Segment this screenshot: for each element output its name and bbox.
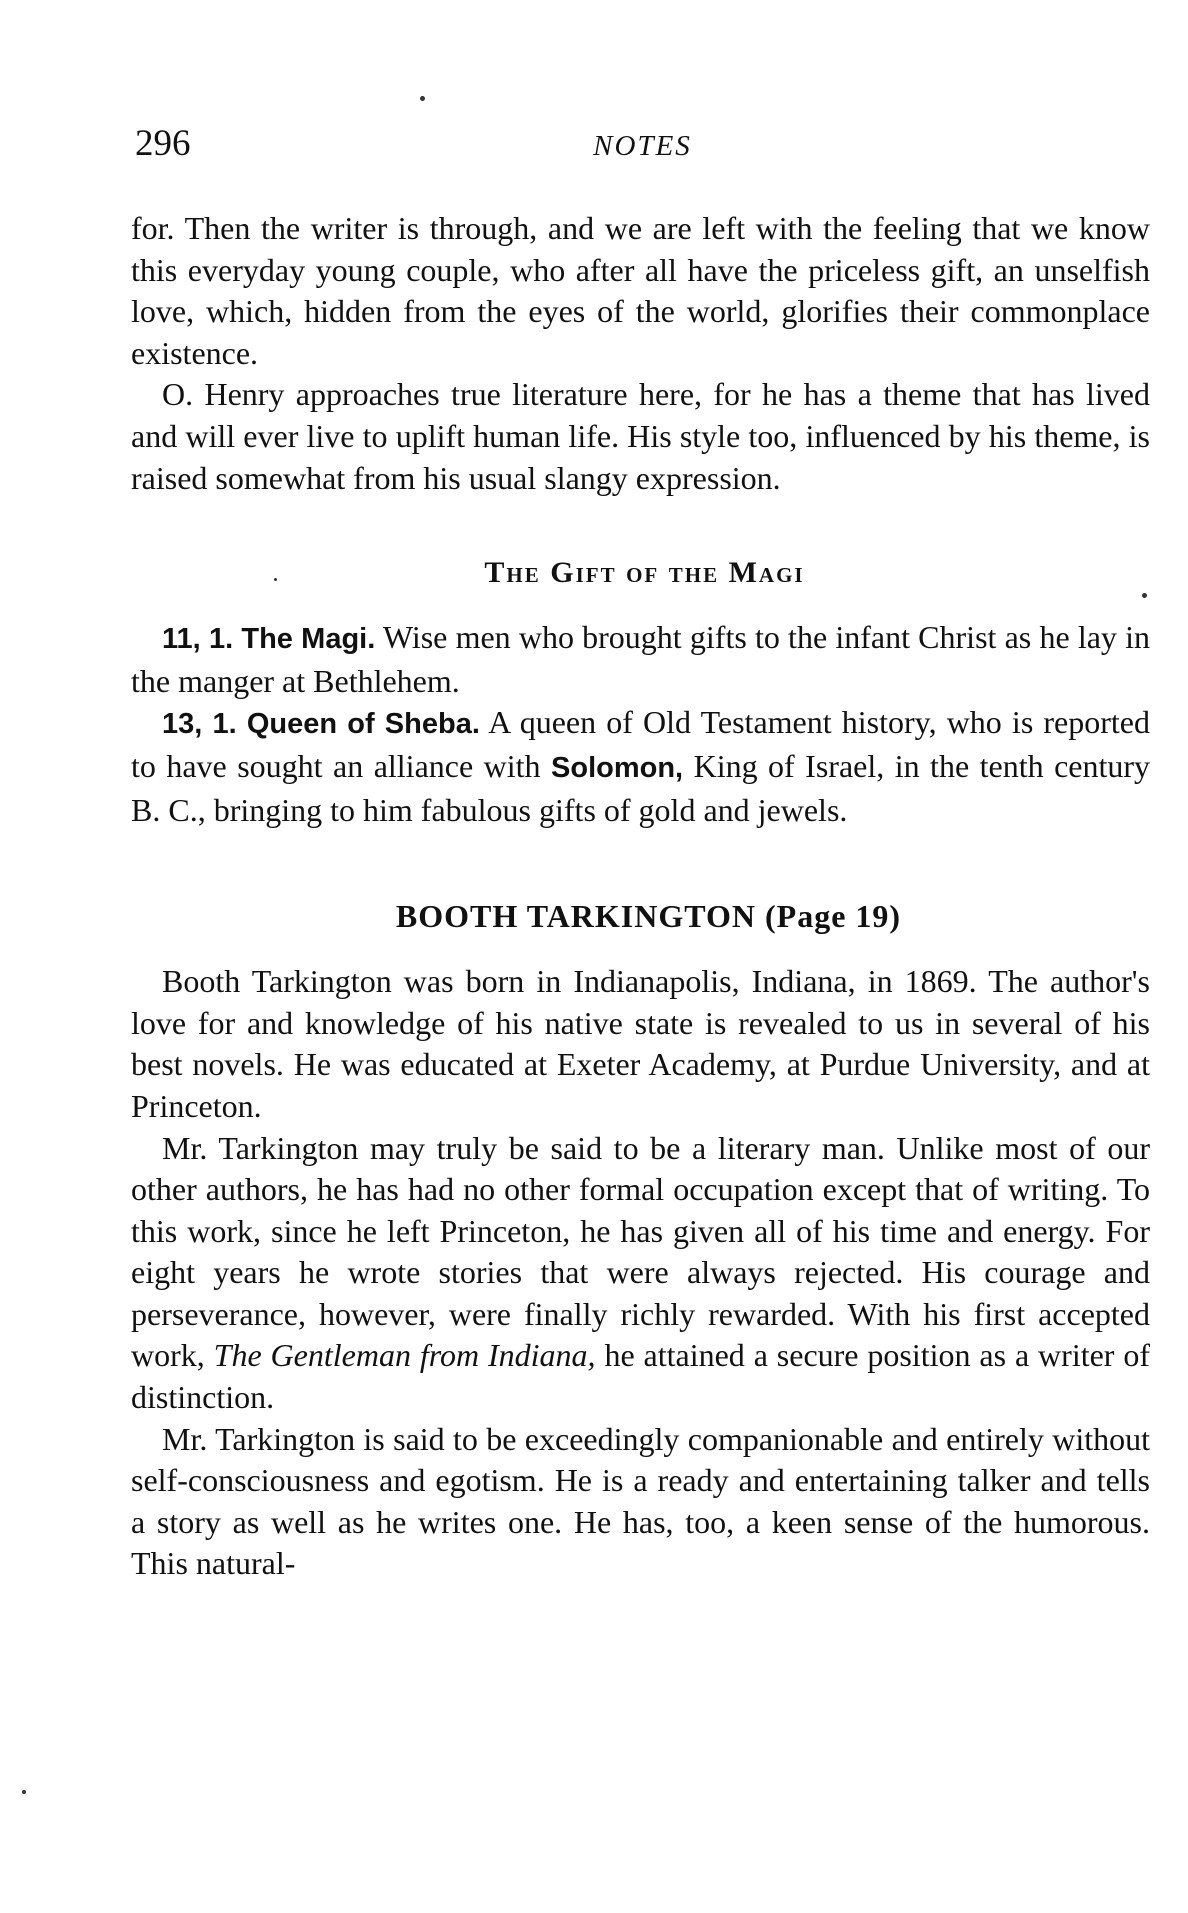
section-gap-small [131, 937, 1150, 961]
running-head [135, 122, 1150, 172]
paragraph-text: he attained a secure position as a writer of distinction. [131, 1337, 1151, 1416]
paragraph-tarkington-birth: Booth Tarkington was born in Indianapolis, Indiana, in 1869. The author's love for and knowledge of his native state is revealed to us in several of his best novels. He was educated at Exeter Academy, at Purdue University, and at Princeton. [131, 963, 1150, 1124]
note-text: A queen of Old Testament history, who is reported to have sought an alliance with [131, 704, 1150, 784]
note-queen-of-sheba [131, 702, 1150, 831]
note-ref: 11, 1. [162, 623, 234, 656]
paragraph-tarkington-character: Mr. Tarkington is said to be exceedingly companionable and entirely without self-consciousness and egotism. He is a ready and entertaining talker and tells a story as well as he writes one. He has, too, a keen sense of the humorous. This natural- [131, 1420, 1150, 1582]
section-gap-author [131, 831, 1150, 895]
page-number: 296 [135, 123, 191, 164]
paragraph-ohenry-style: O. Henry approaches true literature here, for he has a theme that has lived and will ever live to uplift human life. His style too, influenced by his theme, is raised somewhat from his usual slangy expression. [131, 376, 1150, 496]
note-text: Wise men who brought gifts to the infant Christ as he lay in the manger at Bethlehem. [131, 619, 1151, 699]
note-term: Queen of Sheba. [246, 708, 480, 741]
section-gap-small [131, 593, 1150, 617]
print-speck [274, 578, 277, 581]
paragraph-tarkington-career [131, 1128, 1150, 1419]
running-title: NOTES [593, 130, 692, 162]
print-speck [1142, 593, 1147, 598]
author-heading-booth-tarkington: BOOTH TARKINGTON (Page 19) [395, 898, 902, 935]
section-heading-gift-of-the-magi: The Gift of the Magi [484, 556, 805, 590]
note-magi [131, 617, 1150, 702]
note-text: King of Israel, in the tenth century B. C., bringing to him fabulous gifts of gold and jewels. [131, 747, 1151, 828]
print-speck [420, 96, 425, 101]
paragraph-continuation: for. Then the writer is through, and we are left with the feeling that we know this everyday young couple, who after all have the priceless gift, an unselfish love, which, hidden from the eyes of the world, glorifies their commonplace existence. [131, 210, 1150, 371]
section-gap [131, 499, 1150, 553]
page-content [131, 208, 1150, 1585]
print-speck [22, 1790, 26, 1794]
note-name-solomon: Solomon, [551, 751, 684, 784]
note-term: The Magi. [241, 623, 376, 656]
note-ref: 13, 1. [162, 708, 237, 741]
paragraph-text: Mr. Tarkington may truly be said to be a literary man. Unlike most of our other authors, he has had no other formal occupation except that of writing. To this work, since he left Princeton, he has given all of his time and energy. For eight years he wrote stories that were always rejected. His courage and perseverance, however, were finally richly rewarded. With his first accepted work, [131, 1129, 1150, 1374]
book-title: The Gentleman from Indiana, [213, 1337, 596, 1374]
